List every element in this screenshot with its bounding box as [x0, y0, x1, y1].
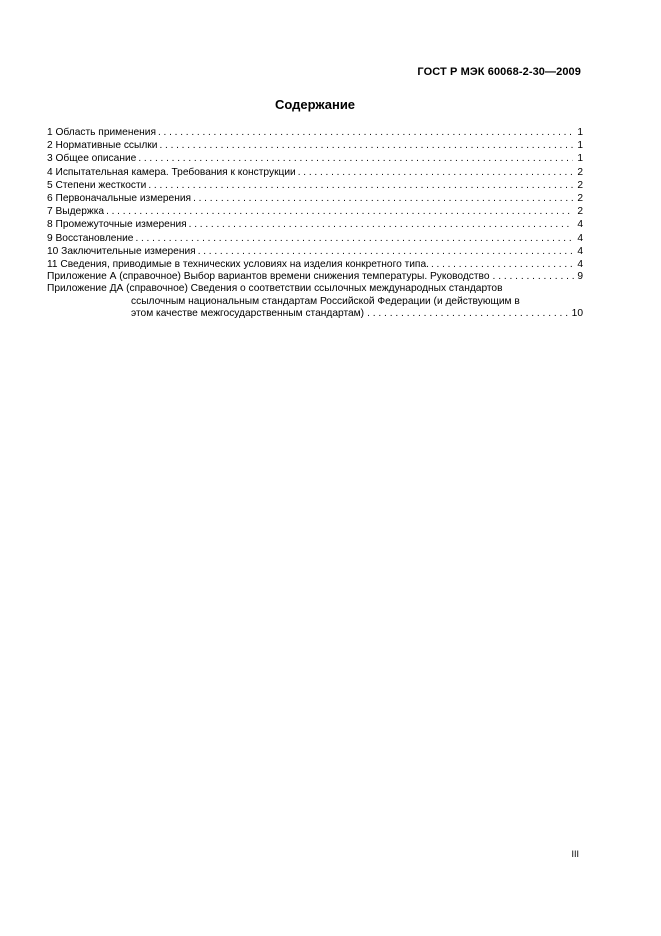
toc-entry[interactable] [47, 192, 583, 205]
toc-entry-page: 4 [577, 258, 583, 270]
toc-entry-text: 10 Заключительные измерения [47, 245, 196, 257]
toc-leader-dots [431, 258, 573, 271]
toc-entry[interactable] [47, 166, 583, 179]
toc-entry-text: 8 Промежуточные измерения [47, 219, 187, 231]
toc-entry-text: 1 Область применения [47, 127, 156, 138]
document-code: ГОСТ Р МЭК 60068-2-30—2009 [417, 66, 581, 78]
appendix-da-entry[interactable] [47, 283, 583, 320]
appendix-da-text-line2: ссылочным национальным стандартам Российской Федерации (и действующим в [131, 295, 520, 307]
toc-entry-text: 2 Нормативные ссылки [47, 140, 158, 152]
toc-entry[interactable] [47, 258, 583, 271]
toc-entry[interactable] [47, 245, 583, 258]
appendix-a-page: 9 [577, 271, 583, 283]
toc-leader-dots [106, 205, 573, 218]
page-title: Содержание [274, 97, 356, 112]
appendix-a-entry[interactable] [47, 271, 583, 283]
toc-entry-text: 11 Сведения, приводимые в технических условиях на изделия конкретного типа. [47, 258, 429, 270]
toc-leader-dots [138, 152, 573, 165]
toc-entry-page: 2 [577, 179, 583, 191]
toc-entry-page: 1 [577, 153, 583, 165]
toc-entry[interactable] [47, 179, 583, 192]
toc-leader-dots [159, 139, 573, 152]
toc-entry-text: 7 Выдержка [47, 206, 105, 218]
toc-entry-page: 4 [577, 219, 583, 231]
toc-entry-text: 5 Степени жесткости [47, 179, 147, 191]
toc-leader-dots [135, 232, 573, 245]
toc-entry[interactable] [47, 218, 583, 231]
toc-leader-dots [493, 271, 575, 283]
toc-entry-page: 4 [577, 232, 583, 244]
page-number: III [571, 849, 579, 859]
toc-leader-dots [193, 192, 573, 205]
table-of-contents [47, 126, 583, 321]
toc-entry[interactable] [47, 152, 583, 165]
toc-leader-dots [298, 166, 573, 179]
toc-leader-dots [158, 126, 573, 139]
toc-entry-text: 3 Общее описание [47, 153, 137, 165]
toc-entry[interactable] [47, 139, 583, 152]
toc-entry-page: 2 [577, 206, 583, 218]
toc-entry-page: 2 [577, 166, 583, 178]
toc-leader-dots [189, 218, 573, 231]
toc-entry-page: 1 [577, 127, 583, 138]
toc-entry-text: 9 Восстановление [47, 232, 134, 244]
toc-entry-text: 4 Испытательная камера. Требования к конструкции [47, 166, 296, 178]
toc-entry-page: 1 [577, 140, 583, 152]
toc-entry-text: 6 Первоначальные измерения [47, 192, 192, 204]
toc-entry-page: 2 [577, 192, 583, 204]
toc-entry[interactable] [47, 232, 583, 245]
appendix-a-text: Приложение А (справочное) Выбор вариантов времени снижения температуры. Руководство [47, 271, 490, 283]
appendix-da-text-line3: этом качестве межгосударственным стандартам) [131, 308, 365, 320]
toc-leader-dots [367, 308, 569, 320]
toc-leader-dots [198, 245, 573, 258]
toc-entry[interactable] [47, 205, 583, 218]
appendix-da-page: 10 [571, 308, 583, 320]
toc-entry[interactable] [47, 126, 583, 139]
appendix-da-text-line1: Приложение ДА (справочное) Сведения о соответствии ссылочных международных стандартов [47, 283, 503, 295]
toc-entry-page: 4 [577, 245, 583, 257]
toc-leader-dots [148, 179, 573, 192]
